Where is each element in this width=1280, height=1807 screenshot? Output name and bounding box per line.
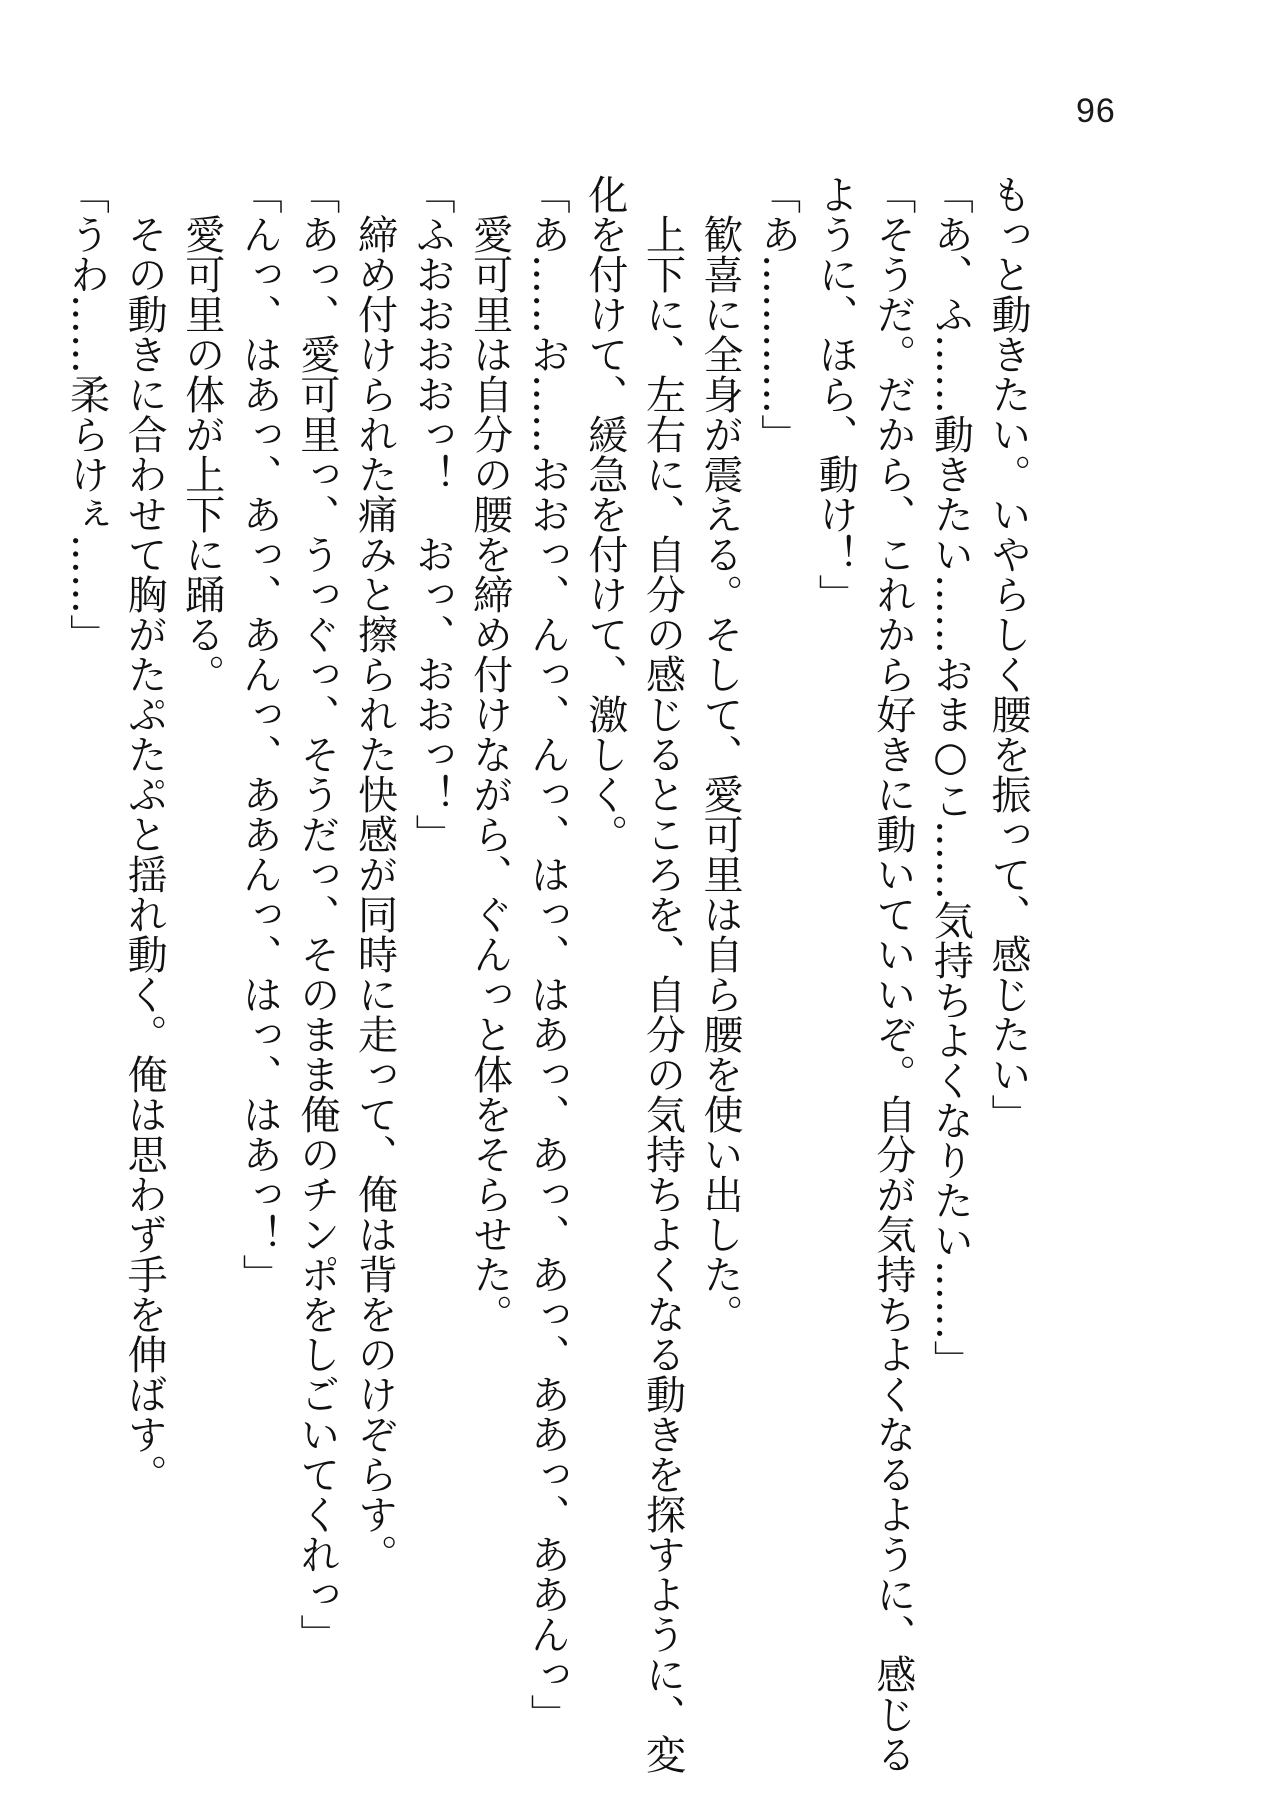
text-line: 上下に、左右に、自分の感じるところを、自分の気持ちよくなる動きを探すように、変	[639, 174, 686, 1774]
text-line: その動きに合わせて胸がたぷたぷと揺れ動く。俺は思わず手を伸ばす。	[121, 174, 168, 1494]
text-line: 「あ、ふ……動きたい……おま○こ……気持ちよくなりたい……」	[927, 174, 974, 1380]
text-line: 「うわ……柔らけぇ……」	[63, 174, 110, 654]
text-line: 「あっ、愛可里っ、うっぐっ、そうだっ、そのまま俺のチンポをしごいてくれっ」	[293, 174, 340, 1654]
text-line: 愛可里の体が上下に踊る。	[178, 174, 225, 694]
text-line: 「そうだ。だから、これから好きに動いていいぞ。自分が気持ちよくなるように、感じる	[869, 174, 916, 1774]
text-line: 「あ…………」	[754, 174, 801, 454]
text-line: もっと動きたい。いやらしく腰を振って、感じたい」	[985, 174, 1031, 1134]
text-line: 「ふおおおおっ！ おっ、おおっ！」	[409, 174, 456, 854]
text-line: 愛可里は自分の腰を締め付けながら、ぐんっと体をそらせた。	[466, 174, 513, 1334]
vertical-body-text	[57, 174, 1036, 1774]
text-line: ように、ほら、動け！」	[812, 174, 859, 614]
text-line: 歓喜に全身が震える。そして、愛可里は自ら腰を使い出した。	[697, 174, 744, 1334]
text-line: 「あ……お……おおっ、んっ、んっ、はっ、はあっ、あっ、あっ、ああっ、ああんっ」	[524, 174, 571, 1734]
text-line: 化を付けて、緩急を付けて、激しく。	[581, 174, 628, 854]
text-line: 「んっ、はあっ、あっ、あんっ、ああんっ、はっ、はあっ！」	[236, 174, 283, 1294]
text-line: 締め付けられた痛みと擦られた快感が同時に走って、俺は背をのけぞらす。	[351, 174, 398, 1574]
page-number: 96	[1076, 92, 1116, 130]
